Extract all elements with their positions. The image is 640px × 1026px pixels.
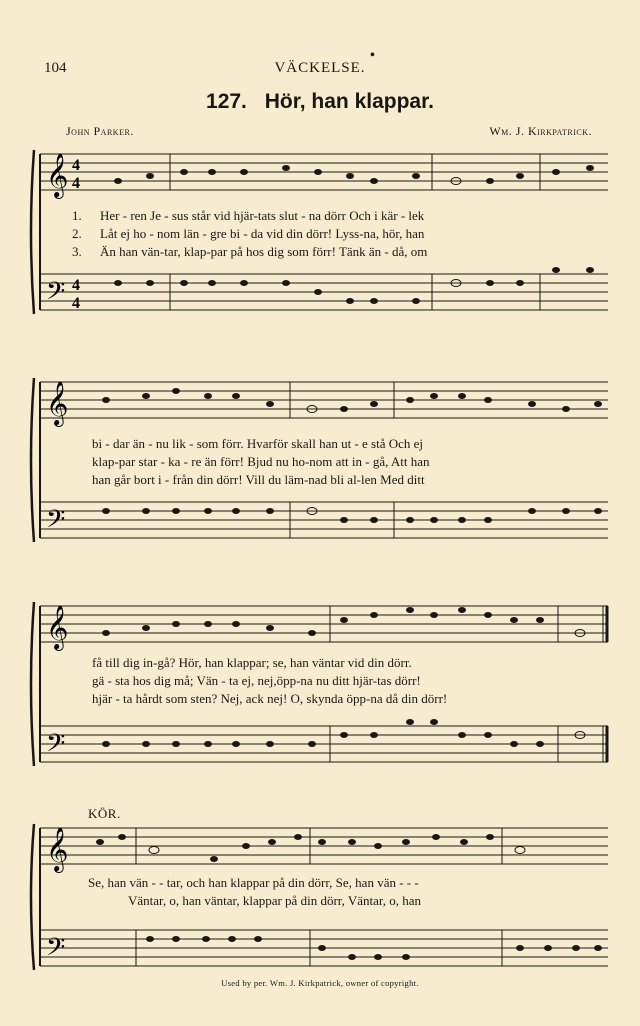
section-heading: VÄCKELSE.: [274, 60, 366, 76]
time-signature-treble: 4: [72, 157, 80, 174]
verse-number-1: 1.: [72, 208, 82, 223]
bass-clef-icon: 𝄢: [46, 934, 66, 967]
bass-clef-icon: 𝄢: [46, 506, 66, 539]
lyric-line: få till dig in-gå? Hör, han klappar; se, han väntar vid din dörr.: [92, 655, 412, 670]
chorus-line-1: Se, han vän - - tar, och han klappar på din dörr, Se, han vän - - -: [88, 875, 419, 890]
treble-staff: [40, 382, 608, 418]
hymn-title: Hör, han klappar.: [264, 90, 434, 113]
bass-staff: [40, 502, 608, 538]
treble-clef-icon: 𝄞: [46, 829, 69, 871]
time-signature-treble-lower: 4: [72, 175, 80, 192]
chorus-label: KÖR.: [88, 806, 121, 821]
notes-bass: [102, 719, 585, 747]
ornament-dot: •: [370, 48, 375, 63]
lyric-line: hjär - ta hårdt som sten? Nej, ack nej! O, skynda öpp-na då din dörr!: [92, 691, 448, 706]
page-number: 104: [44, 60, 67, 76]
notes-treble: [114, 165, 594, 185]
lyric-line: Låt ej ho - nom län - gre bi - da vid din dörr! Lyss-na, hör, han: [100, 226, 425, 241]
bass-clef-icon: 𝄢: [46, 278, 66, 311]
lyric-line: Her - ren Je - sus står vid hjär-tats slut - na dörr Och i kär - lek: [100, 208, 425, 223]
composer-credit: Wm. J. Kirkpatrick.: [489, 124, 592, 138]
time-signature-bass-lower: 4: [72, 295, 80, 312]
lyric-line: Än han vän-tar, klap-par på hos dig som förr! Tänk än - då, om: [100, 244, 428, 259]
brace: [31, 824, 34, 970]
treble-clef-icon: 𝄞: [46, 383, 69, 425]
lyric-line: gä - sta hos dig må; Vän - ta ej, nej,öpp-na nu ditt hjär-tas dörr!: [92, 673, 421, 688]
bass-staff: [40, 274, 608, 310]
treble-staff: [40, 154, 608, 190]
lyric-line: han går bort i - från din dörr! Vill du läm-nad bli al-len Med ditt: [92, 472, 425, 487]
verse-number-2: 2.: [72, 226, 82, 241]
treble-clef-icon: 𝄞: [46, 155, 69, 197]
lyric-line: klap-par star - ka - re än förr! Bjud nu ho-nom att in - gå, Att han: [92, 454, 430, 469]
hymn-title-line: [0, 90, 640, 114]
notes-treble: [102, 607, 585, 637]
bass-staff: [40, 726, 608, 762]
copyright-footer: Used by per. Wm. J. Kirkpatrick, owner of copyright.: [221, 978, 419, 988]
treble-staff: [40, 828, 608, 864]
notes-bass: [114, 267, 594, 304]
verse-number-3: 3.: [72, 244, 82, 259]
treble-clef-icon: 𝄞: [46, 607, 69, 649]
treble-staff: [40, 606, 608, 642]
brace: [31, 378, 34, 542]
notes-bass: [102, 508, 602, 524]
brace: [31, 602, 34, 766]
brace: [31, 150, 34, 314]
time-signature-bass: 4: [72, 277, 80, 294]
bass-clef-icon: 𝄢: [46, 730, 66, 763]
author-credit: John Parker.: [66, 124, 134, 138]
lyric-line: bi - dar än - nu lik - som förr. Hvarför skall han ut - e stå Och ej: [92, 436, 424, 451]
chorus-line-2: Väntar, o, han väntar, klappar på din dörr, Väntar, o, han: [128, 893, 421, 908]
hymn-number: 127.: [206, 90, 247, 113]
